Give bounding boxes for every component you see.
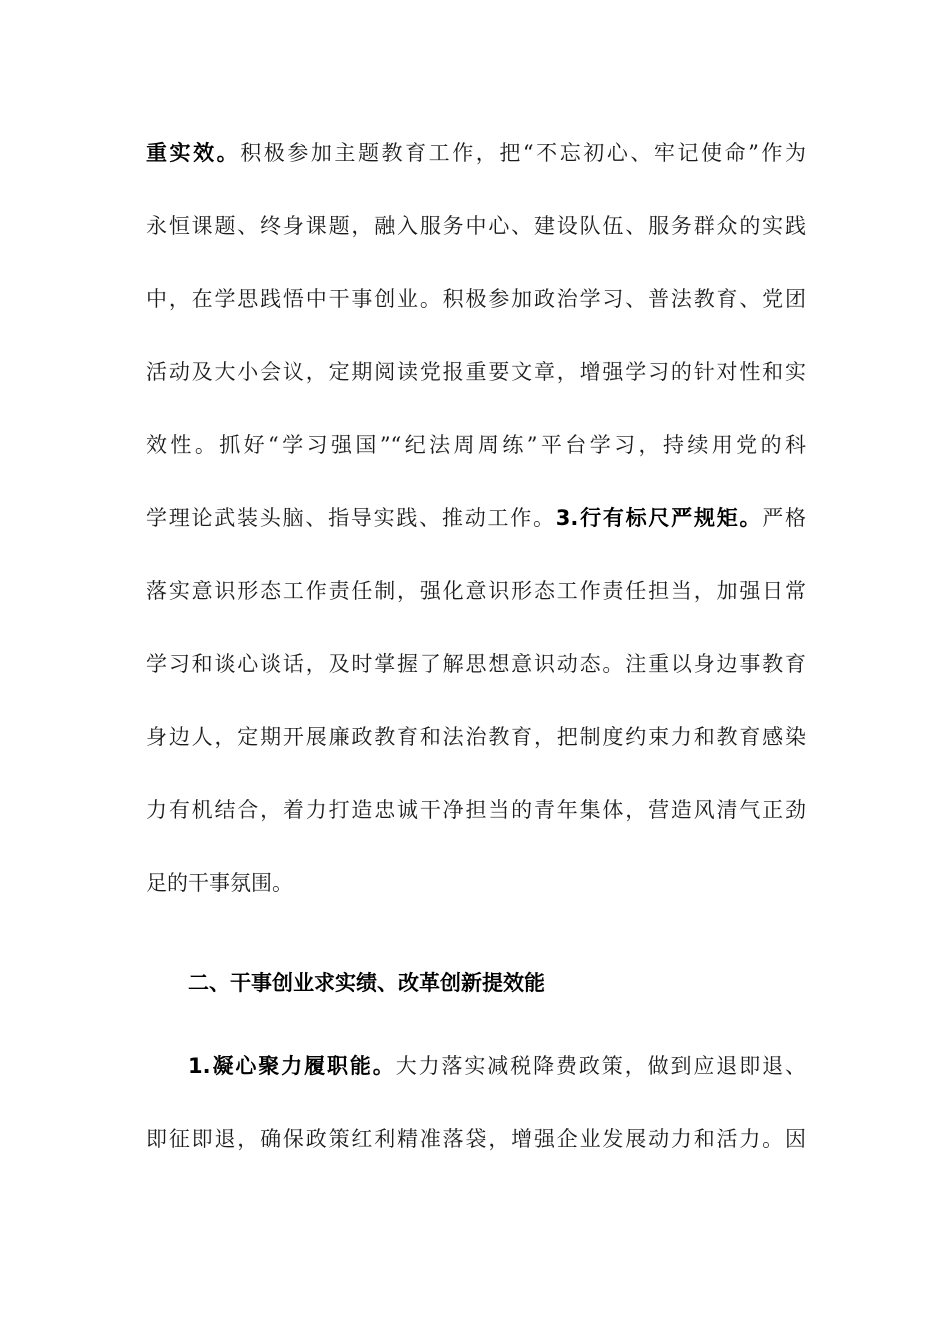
text-line-7 — [146, 571, 806, 611]
text-line-13 — [146, 1119, 806, 1159]
text-line-10 — [146, 790, 806, 830]
text-line-5 — [146, 425, 806, 465]
bold-run: 1.凝心聚力履职能。 — [188, 1054, 396, 1078]
text-line-12 — [188, 1046, 806, 1086]
section-heading: 二、干事创业求实绩、改革创新提效能 — [188, 971, 545, 995]
text-run: 中，在学思践悟中干事创业。积极参加政治学习、普法教育、党团 — [146, 287, 806, 311]
text-run: 活动及大小会议，定期阅读党报重要文章，增强学习的针对性和实 — [146, 360, 806, 384]
text-run: 落实意识形态工作责任制，强化意识形态工作责任担当，加强日常 — [146, 579, 806, 603]
text-run: 学理论武装头脑、指导实践、推动工作。 — [146, 506, 556, 530]
text-line-6 — [146, 498, 806, 538]
text-run: 足的干事氛围。 — [146, 871, 293, 895]
text-line-11 — [146, 863, 806, 903]
bold-run: 3.行有标尺严规矩。 — [555, 506, 763, 530]
text-run: 效性。抓好“学习强国”“纪法周周练”平台学习，持续用党的科 — [146, 433, 806, 457]
text-run: 力有机结合，着力打造忠诚干净担当的青年集体，营造风清气正劲 — [146, 798, 806, 822]
text-line-4 — [146, 352, 806, 392]
text-run: 积极参加主题教育工作，把“不忘初心、牢记使命”作为 — [240, 141, 806, 165]
text-line-9 — [146, 717, 806, 757]
text-run: 学习和谈心谈话，及时掌握了解思想意识动态。注重以身边事教育 — [146, 652, 806, 676]
text-line-2 — [146, 206, 806, 246]
text-line-1 — [146, 133, 806, 173]
text-run: 严格 — [762, 506, 807, 530]
bold-run: 重实效。 — [146, 141, 241, 165]
text-run: 即征即退，确保政策红利精准落袋，增强企业发展动力和活力。因 — [146, 1127, 806, 1151]
text-run: 大力落实减税降费政策，做到应退即退、 — [395, 1054, 807, 1078]
text-run: 永恒课题、终身课题，融入服务中心、建设队伍、服务群众的实践 — [146, 214, 806, 238]
text-line-8 — [146, 644, 806, 684]
text-run: 身边人，定期开展廉政教育和法治教育，把制度约束力和教育感染 — [146, 725, 806, 749]
text-line-3 — [146, 279, 806, 319]
